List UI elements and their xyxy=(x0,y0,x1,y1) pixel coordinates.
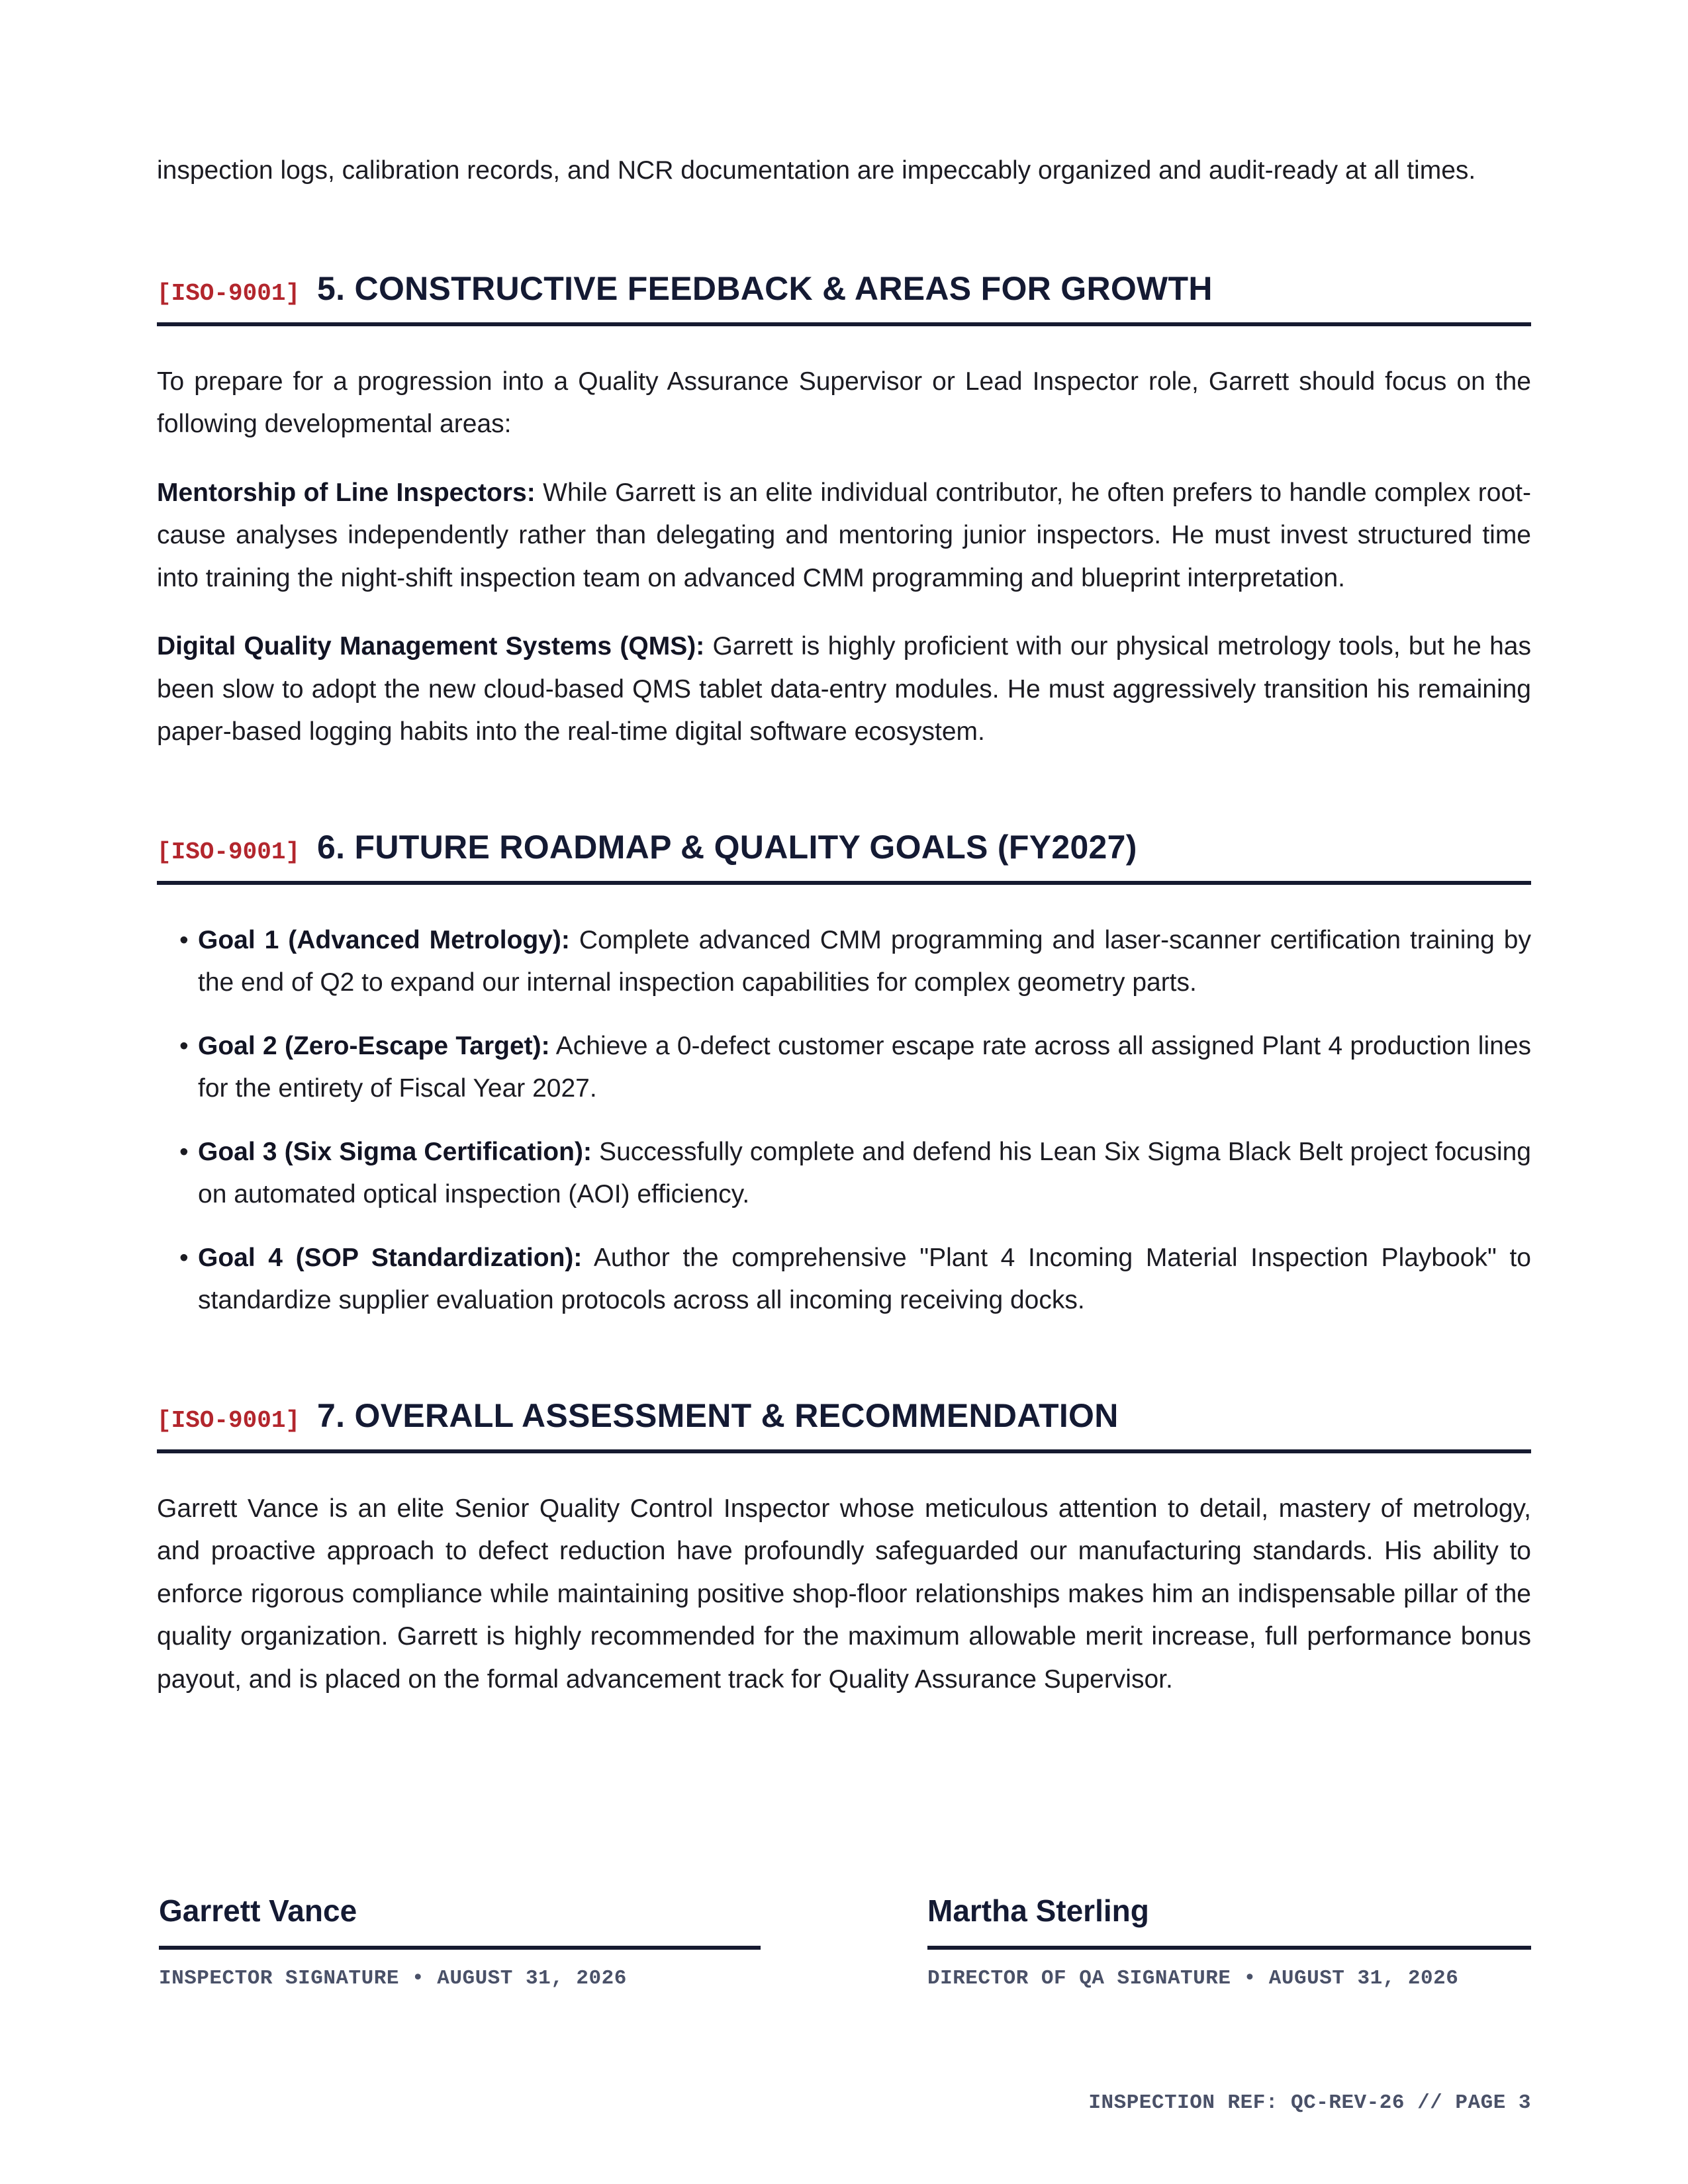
intro-continuation: inspection logs, calibration records, and NCR documentation are impeccably organized and audit-ready at all times. xyxy=(157,156,1476,185)
goal-item xyxy=(157,1131,1531,1216)
signature-inspector xyxy=(159,1893,761,1990)
feedback-item xyxy=(157,472,1531,600)
assessment-paragraph: Garrett Vance is an elite Senior Quality Control Inspector whose meticulous attention to detail, mastery of metrology, and proactive approach to defect reduction have profoundly safeguarded our manufacturing standards. His ability to enforce rigorous compliance while maintaining positive shop-floor relationships makes him an indispensable pillar of the quality organization. Garrett is highly recommended for the maximum allowable merit increase, full performance bonus payout, and is placed on the formal advancement track for Quality Assurance Supervisor. xyxy=(157,1494,1531,1694)
section-intro: To prepare for a progression into a Quality Assurance Supervisor or Lead Inspector role, Garrett should focus on the following developmental areas: xyxy=(157,367,1531,438)
goal-item xyxy=(157,919,1531,1005)
iso-tag: [ISO-9001] xyxy=(157,279,301,307)
feedback-label: Digital Quality Management Systems (QMS): xyxy=(157,632,705,660)
bullet-icon: • xyxy=(179,1137,189,1166)
signer-name: Garrett Vance xyxy=(159,1893,761,1950)
goal-text: Author the comprehensive "Plant 4 Incoming Material Inspection Playbook" to standardize supplier evaluation protocols across all incoming receiving docks. xyxy=(198,1243,1531,1314)
section-body xyxy=(157,885,1531,1322)
signature-block xyxy=(159,1893,1531,1990)
goal-text: Successfully complete and defend his Lean Six Sigma Black Belt project focusing on automated optical inspection (AOI) efficiency. xyxy=(198,1137,1531,1208)
bullet-icon: • xyxy=(179,1031,189,1060)
section-title: 7. OVERALL ASSESSMENT & RECOMMENDATION xyxy=(317,1396,1119,1434)
feedback-label: Mentorship of Line Inspectors: xyxy=(157,478,536,507)
section-header xyxy=(157,269,1531,326)
goal-label: Goal 3 (Six Sigma Certification): xyxy=(198,1137,592,1166)
iso-tag: [ISO-9001] xyxy=(157,1406,301,1434)
section-title: 5. CONSTRUCTIVE FEEDBACK & AREAS FOR GROWTH xyxy=(317,269,1213,307)
signature-caption: DIRECTOR OF QA SIGNATURE • AUGUST 31, 2026 xyxy=(927,1967,1459,1990)
signer-name: Martha Sterling xyxy=(927,1893,1531,1950)
feedback-item xyxy=(157,625,1531,754)
section-body xyxy=(157,326,1531,754)
page-footer: INSPECTION REF: QC-REV-26 // PAGE 3 xyxy=(1088,2091,1531,2115)
goal-text: Complete advanced CMM programming and laser-scanner certification training by the end of Q2 to expand our internal inspection capabilities for complex geometry parts. xyxy=(198,925,1531,997)
goal-label: Goal 1 (Advanced Metrology): xyxy=(198,925,570,954)
section-roadmap xyxy=(157,828,1531,1322)
goal-label: Goal 2 (Zero-Escape Target): xyxy=(198,1031,550,1060)
goal-item xyxy=(157,1025,1531,1111)
document-page xyxy=(157,150,1531,1701)
goal-item xyxy=(157,1237,1531,1322)
signature-caption: INSPECTOR SIGNATURE • AUGUST 31, 2026 xyxy=(159,1967,627,1990)
iso-tag: [ISO-9001] xyxy=(157,838,301,866)
section-assessment xyxy=(157,1396,1531,1702)
goal-label: Goal 4 (SOP Standardization): xyxy=(198,1243,583,1272)
section-body xyxy=(157,1453,1531,1702)
section-feedback xyxy=(157,269,1531,754)
goals-list xyxy=(157,919,1531,1322)
bullet-icon: • xyxy=(179,1243,189,1272)
section-header xyxy=(157,1396,1531,1453)
goal-text: Achieve a 0-defect customer escape rate across all assigned Plant 4 production lines for the entirety of Fiscal Year 2027. xyxy=(198,1031,1532,1103)
feedback-text: Garrett is highly proficient with our physical metrology tools, but he has been slow to adopt the new cloud-based QMS tablet data-entry modules. He must aggressively transition his remaining paper-based logging habits into the real-time digital software ecosystem. xyxy=(157,632,1531,746)
signature-director xyxy=(927,1893,1531,1990)
section-title: 6. FUTURE ROADMAP & QUALITY GOALS (FY2027) xyxy=(317,828,1137,866)
bullet-icon: • xyxy=(179,925,189,954)
feedback-text: While Garrett is an elite individual contributor, he often prefers to handle complex root-cause analyses independently rather than delegating and mentoring junior inspectors. He must invest structured time into training the night-shift inspection team on advanced CMM programming and blueprint interpretation. xyxy=(157,478,1531,592)
section-header xyxy=(157,828,1531,885)
